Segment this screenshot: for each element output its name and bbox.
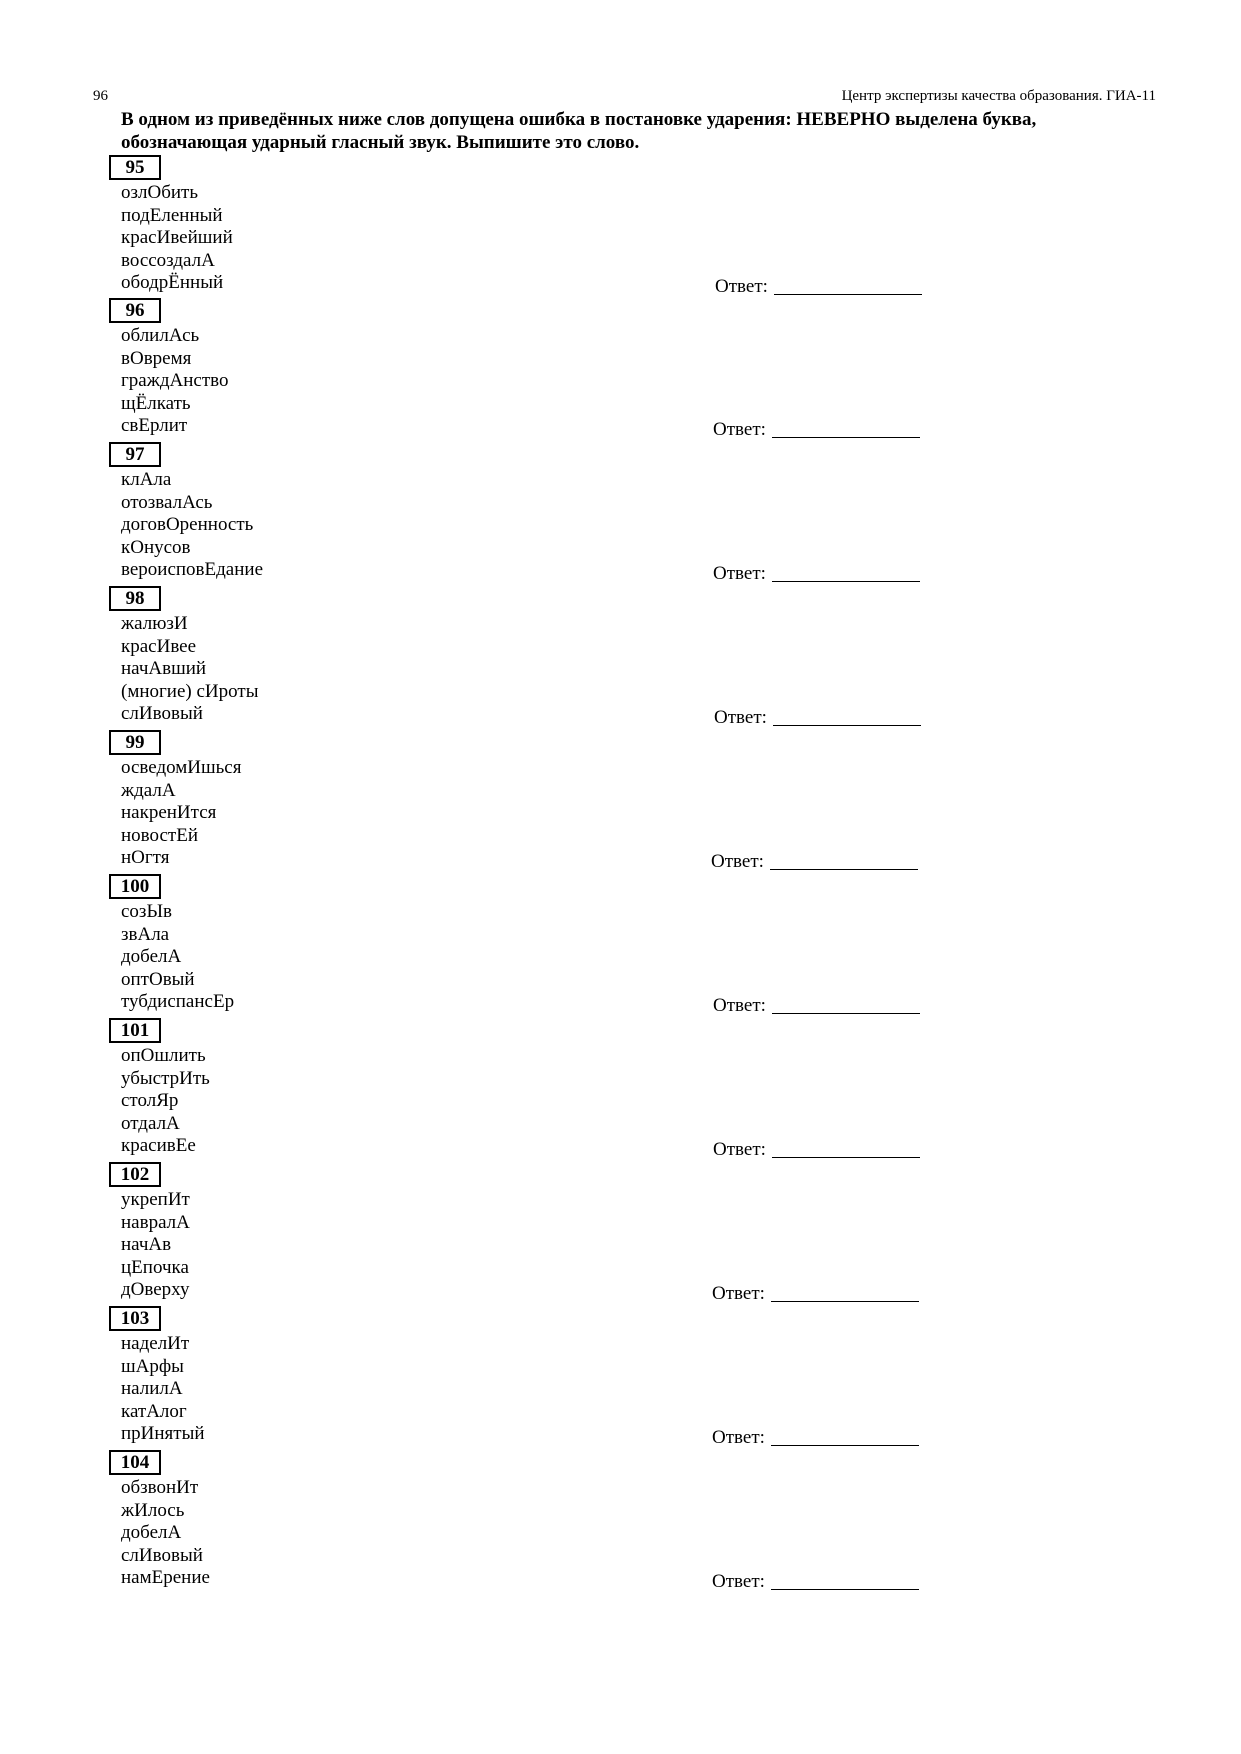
- answer-field[interactable]: [713, 419, 920, 441]
- word-option: намЕрение: [121, 1567, 210, 1588]
- task-instruction: В одном из приведённых ниже слов допущена ошибка в постановке ударения: НЕВЕРНО выделена буква, обозначающая ударный гласный звук. Выпишите это слово.: [121, 109, 1037, 153]
- answer-label: Ответ:: [713, 419, 766, 440]
- word-option: добелА: [121, 1522, 182, 1543]
- answer-line[interactable]: [774, 293, 922, 295]
- answer-line[interactable]: [771, 1300, 919, 1302]
- word-option: красИвее: [121, 635, 197, 657]
- answer-label: Ответ:: [712, 1571, 765, 1592]
- task-number-box: 100: [109, 874, 161, 899]
- word-option: воссоздалА: [121, 249, 215, 271]
- answer-field[interactable]: [713, 995, 920, 1017]
- word-option: обзвонИт: [121, 1477, 199, 1498]
- page-number: 96: [93, 88, 108, 104]
- answer-line[interactable]: [772, 436, 920, 438]
- word-option: тубдиспансЕр: [121, 991, 235, 1012]
- answer-field[interactable]: [715, 276, 922, 298]
- word-option: кОнусов: [121, 536, 191, 558]
- task-number-box: 96: [109, 298, 161, 323]
- answer-field[interactable]: [711, 851, 918, 873]
- answer-line[interactable]: [773, 724, 921, 726]
- word-option: облилАсь: [121, 325, 200, 346]
- word-option: слИвовый: [121, 703, 203, 724]
- task-number-box: 104: [109, 1450, 161, 1475]
- answer-label: Ответ:: [713, 563, 766, 584]
- word-option: новостЕй: [121, 824, 198, 846]
- task-number-box: 98: [109, 586, 161, 611]
- word-option: дОверху: [121, 1279, 190, 1300]
- answer-field[interactable]: [712, 1571, 919, 1593]
- task-block: [109, 298, 1009, 438]
- answer-line[interactable]: [770, 868, 918, 870]
- word-option: ждалА: [121, 779, 176, 801]
- answer-line[interactable]: [771, 1588, 919, 1590]
- header-title: Центр экспертизы качества образования. ГИА-11: [841, 88, 1156, 104]
- word-option: подЕленный: [121, 204, 223, 226]
- word-option: шАрфы: [121, 1355, 184, 1377]
- word-option: звАла: [121, 923, 170, 945]
- word-option: цЕпочка: [121, 1256, 189, 1278]
- word-option: жалюзИ: [121, 613, 188, 634]
- word-option: начАвший: [121, 658, 207, 679]
- task-block: [109, 1018, 1009, 1158]
- word-option: налилА: [121, 1378, 183, 1399]
- answer-label: Ответ:: [715, 276, 768, 297]
- word-option: слИвовый: [121, 1544, 203, 1566]
- word-option: укрепИт: [121, 1189, 190, 1210]
- task-block: [109, 730, 1009, 870]
- answer-label: Ответ:: [714, 707, 767, 728]
- word-option: отозвалАсь: [121, 491, 213, 513]
- word-option: ободрЁнный: [121, 272, 224, 293]
- task-block: [109, 155, 1009, 295]
- word-option: граждАнство: [121, 370, 229, 391]
- word-option: жИлось: [121, 1499, 185, 1521]
- answer-line[interactable]: [772, 580, 920, 582]
- answer-label: Ответ:: [711, 851, 764, 872]
- answer-field[interactable]: [712, 1283, 919, 1305]
- answer-line[interactable]: [771, 1444, 919, 1446]
- word-option: прИнятый: [121, 1423, 205, 1444]
- task-block: [109, 1450, 1009, 1590]
- word-option: убыстрИть: [121, 1067, 210, 1089]
- answer-line[interactable]: [772, 1012, 920, 1014]
- word-option: клАла: [121, 469, 172, 490]
- word-option: оптОвый: [121, 968, 195, 990]
- word-option: столЯр: [121, 1090, 179, 1111]
- word-option: наделИт: [121, 1333, 190, 1354]
- task-block: [109, 1162, 1009, 1302]
- word-option: красИвейший: [121, 227, 233, 248]
- word-option: навралА: [121, 1211, 190, 1233]
- task-block: [109, 586, 1009, 726]
- word-option: вероисповЕдание: [121, 559, 264, 580]
- answer-line[interactable]: [772, 1156, 920, 1158]
- task-number-box: 99: [109, 730, 161, 755]
- answer-label: Ответ:: [713, 1139, 766, 1160]
- task-number-box: 103: [109, 1306, 161, 1331]
- answer-field[interactable]: [714, 707, 921, 729]
- word-option: катАлог: [121, 1400, 187, 1422]
- word-option: вОвремя: [121, 347, 192, 369]
- answer-label: Ответ:: [713, 995, 766, 1016]
- task-block: [109, 442, 1009, 582]
- task-number-box: 101: [109, 1018, 161, 1043]
- word-option: отдалА: [121, 1112, 180, 1134]
- word-option: созЫв: [121, 901, 172, 922]
- word-option: (многие) сИроты: [121, 680, 259, 702]
- word-option: красивЕе: [121, 1135, 196, 1156]
- task-number-box: 97: [109, 442, 161, 467]
- word-option: накренИтся: [121, 802, 217, 823]
- task-block: [109, 1306, 1009, 1446]
- word-option: щЁлкать: [121, 392, 191, 414]
- word-option: начАв: [121, 1234, 172, 1255]
- word-option: нОгтя: [121, 847, 170, 868]
- word-option: осведомИшься: [121, 757, 242, 778]
- word-option: договОренность: [121, 514, 254, 535]
- task-number-box: 102: [109, 1162, 161, 1187]
- answer-field[interactable]: [713, 1139, 920, 1161]
- word-option: свЕрлит: [121, 415, 188, 436]
- task-block: [109, 874, 1009, 1014]
- answer-field[interactable]: [713, 563, 920, 585]
- answer-label: Ответ:: [712, 1283, 765, 1304]
- answer-field[interactable]: [712, 1427, 919, 1449]
- answer-label: Ответ:: [712, 1427, 765, 1448]
- word-option: опОшлить: [121, 1045, 206, 1066]
- task-number-box: 95: [109, 155, 161, 180]
- word-option: добелА: [121, 946, 182, 967]
- word-option: озлОбить: [121, 182, 199, 203]
